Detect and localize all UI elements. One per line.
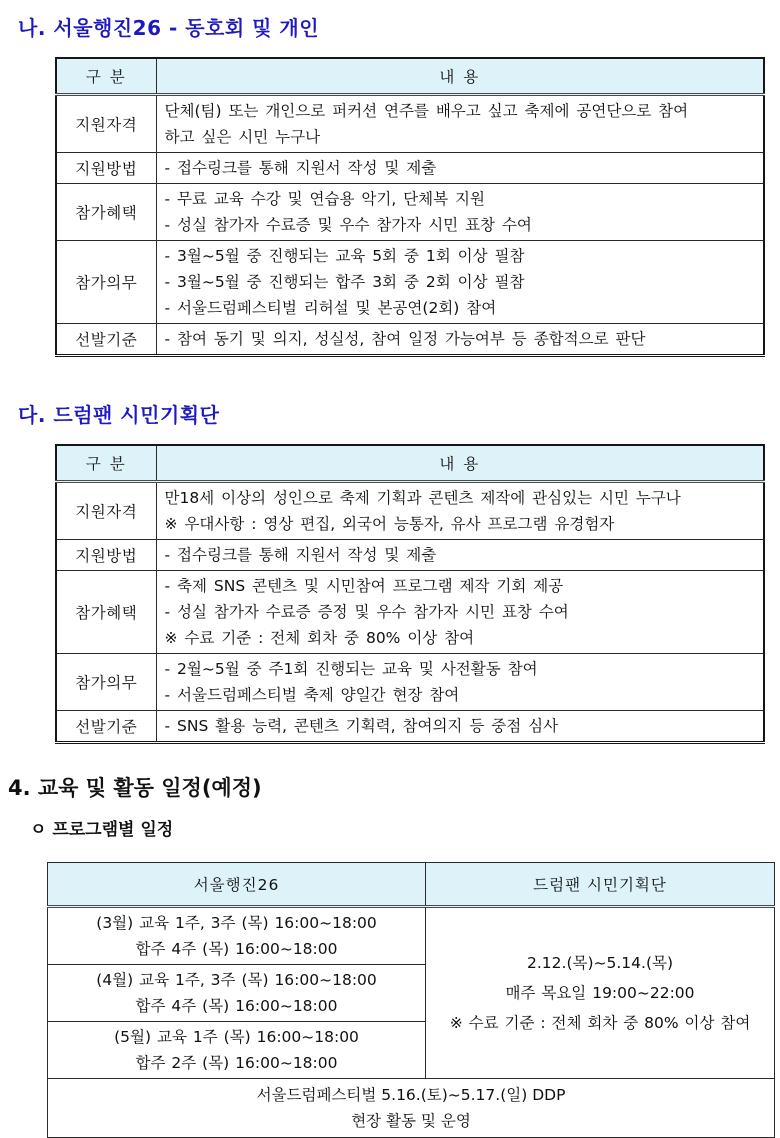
row-content bbox=[156, 711, 764, 743]
table-header-row bbox=[56, 445, 764, 482]
table-row bbox=[56, 571, 764, 654]
section-4-heading: 4. 교육 및 활동 일정(예정) bbox=[8, 776, 262, 800]
table-row bbox=[56, 95, 764, 153]
content-line: - 접수링크를 통해 지원서 작성 및 제출 bbox=[164, 159, 437, 177]
table-row bbox=[56, 241, 764, 324]
row-label: 참가혜택 bbox=[56, 571, 156, 654]
row-label: 참가의무 bbox=[56, 241, 156, 324]
section-4-subheading: ㅇ 프로그램별 일정 bbox=[30, 820, 174, 840]
content-line: - 접수링크를 통해 지원서 작성 및 제출 bbox=[164, 546, 437, 564]
row-content bbox=[156, 184, 764, 241]
row-content bbox=[156, 241, 764, 324]
content-line: - 무료 교육 수강 및 연습용 악기, 단체복 지원 bbox=[164, 190, 485, 208]
month-cell bbox=[48, 907, 426, 965]
festival-footer-cell bbox=[48, 1079, 775, 1138]
content-line: 하고 싶은 시민 누구나 bbox=[164, 128, 321, 146]
row-content bbox=[156, 95, 764, 153]
schedule-line: 현장 활동 및 운영 bbox=[351, 1112, 471, 1130]
col-header-category: 구 분 bbox=[56, 58, 156, 95]
content-line: 만18세 이상의 성인으로 축제 기획과 콘텐츠 제작에 관심있는 시민 누구나 bbox=[164, 489, 681, 507]
row-label: 지원방법 bbox=[56, 540, 156, 571]
content-line: - 서울드럼페스티벌 축제 양일간 현장 참여 bbox=[164, 686, 460, 704]
month-cell bbox=[48, 965, 426, 1022]
table-row bbox=[56, 482, 764, 540]
schedule-line: 서울드럼페스티벌 5.16.(토)~5.17.(일) DDP bbox=[256, 1086, 566, 1104]
row-label: 지원자격 bbox=[56, 482, 156, 540]
schedule-header-row bbox=[48, 863, 775, 907]
section-c-table bbox=[55, 444, 765, 744]
content-line: ※ 수료 기준 : 전체 회차 중 80% 이상 참여 bbox=[164, 629, 475, 647]
row-content bbox=[156, 540, 764, 571]
schedule-line: (3월) 교육 1주, 3주 (목) 16:00~18:00 bbox=[96, 914, 377, 932]
section-b-table bbox=[55, 57, 765, 357]
row-content bbox=[156, 153, 764, 184]
row-label: 선발기준 bbox=[56, 711, 156, 743]
content-line: - 3월~5월 중 진행되는 합주 3회 중 2회 이상 필참 bbox=[164, 273, 525, 291]
schedule-line: (5월) 교육 1주 (목) 16:00~18:00 bbox=[114, 1028, 359, 1046]
row-label: 참가의무 bbox=[56, 654, 156, 711]
drumfan-schedule-cell bbox=[426, 907, 775, 1079]
row-content bbox=[156, 654, 764, 711]
row-label: 지원자격 bbox=[56, 95, 156, 153]
table-row bbox=[56, 654, 764, 711]
col-header-drumfan: 드럼팬 시민기획단 bbox=[426, 863, 775, 907]
section-b-heading: 나. 서울행진26 - 동호회 및 개인 bbox=[18, 16, 320, 40]
table-header-row bbox=[56, 58, 764, 95]
row-label: 선발기준 bbox=[56, 324, 156, 356]
col-header-content: 내 용 bbox=[156, 58, 764, 95]
col-header-seoul-march: 서울행진26 bbox=[48, 863, 426, 907]
content-line: - 성실 참가자 수료증 및 우수 참가자 시민 표창 수여 bbox=[164, 216, 532, 234]
schedule-line: (4월) 교육 1주, 3주 (목) 16:00~18:00 bbox=[96, 971, 377, 989]
row-content bbox=[156, 324, 764, 356]
content-line: - 3월~5월 중 진행되는 교육 5회 중 1회 이상 필참 bbox=[164, 247, 525, 265]
row-content bbox=[156, 482, 764, 540]
content-line: - 2월~5월 중 주1회 진행되는 교육 및 사전활동 참여 bbox=[164, 660, 538, 678]
table-row bbox=[56, 711, 764, 743]
schedule-line: 합주 2주 (목) 16:00~18:00 bbox=[135, 1054, 338, 1072]
schedule-table bbox=[47, 862, 775, 1138]
content-line: 단체(팀) 또는 개인으로 퍼커션 연주를 배우고 싶고 축제에 공연단으로 참여 bbox=[164, 102, 689, 120]
content-line: - SNS 활용 능력, 콘텐츠 기획력, 참여의지 등 중점 심사 bbox=[164, 717, 559, 735]
schedule-line: 2.12.(목)~5.14.(목) bbox=[527, 954, 674, 972]
table-row bbox=[56, 184, 764, 241]
content-line: - 축제 SNS 콘텐츠 및 시민참여 프로그램 제작 기회 제공 bbox=[164, 577, 564, 595]
col-header-category: 구 분 bbox=[56, 445, 156, 482]
content-line: - 성실 참가자 수료증 증정 및 우수 참가자 시민 표창 수여 bbox=[164, 603, 569, 621]
col-header-content: 내 용 bbox=[156, 445, 764, 482]
row-label: 지원방법 bbox=[56, 153, 156, 184]
table-row bbox=[56, 324, 764, 356]
content-line: - 참여 동기 및 의지, 성실성, 참여 일정 가능여부 등 종합적으로 판단 bbox=[164, 330, 646, 348]
schedule-footer-row bbox=[48, 1079, 775, 1138]
content-line: ※ 우대사항 : 영상 편집, 외국어 능통자, 유사 프로그램 유경험자 bbox=[164, 515, 615, 533]
row-content bbox=[156, 571, 764, 654]
schedule-line: 매주 목요일 19:00~22:00 bbox=[505, 984, 695, 1002]
schedule-line: 합주 4주 (목) 16:00~18:00 bbox=[135, 997, 338, 1015]
table-row bbox=[56, 153, 764, 184]
schedule-row-march bbox=[48, 907, 775, 965]
schedule-line: 합주 4주 (목) 16:00~18:00 bbox=[135, 940, 338, 958]
row-label: 참가혜택 bbox=[56, 184, 156, 241]
table-row bbox=[56, 540, 764, 571]
schedule-line: ※ 수료 기준 : 전체 회차 중 80% 이상 참여 bbox=[449, 1014, 751, 1032]
content-line: - 서울드럼페스티벌 리허설 및 본공연(2회) 참여 bbox=[164, 299, 497, 317]
section-c-heading: 다. 드럼팬 시민기획단 bbox=[18, 403, 220, 427]
month-cell bbox=[48, 1022, 426, 1079]
